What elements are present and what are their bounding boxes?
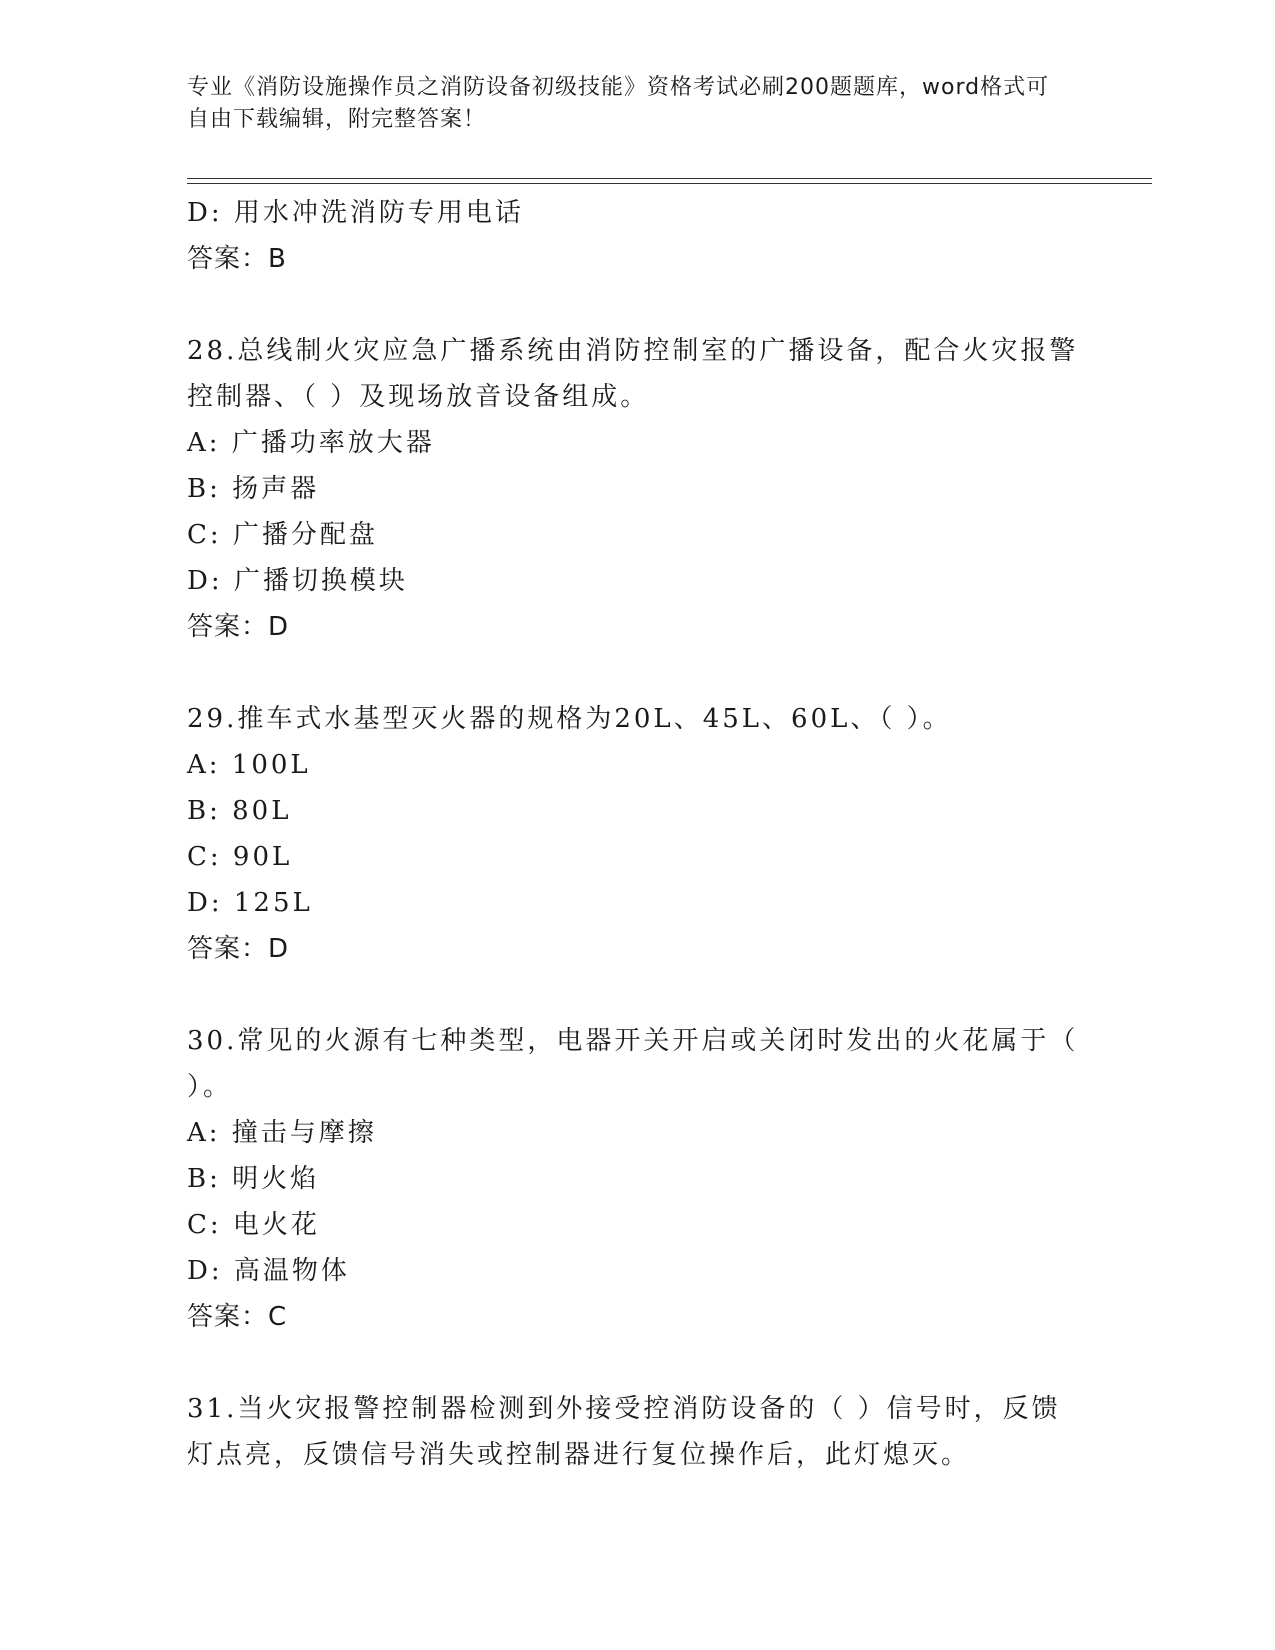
question-stem: 30.常见的火源有七种类型，电器开关开启或关闭时发出的火花属于（ ）。 [187,1026,1079,1102]
option-c: C: 广播分配盘 [187,520,378,550]
question-stem: 31.当火灾报警控制器检测到外接受控消防设备的（ ）信号时，反馈灯点亮，反馈信号消失或控制器进行复位操作后，此灯熄灭。 [187,1394,1061,1470]
page-header: 专业《消防设施操作员之消防设备初级技能》资格考试必刷200题题库，word格式可自由下载编辑，附完整答案！ [187,75,1050,132]
question-28 [187,328,1087,650]
answer: 答案：C [187,1302,288,1332]
answer: 答案：D [187,612,290,642]
option-a: A: 100L [187,750,311,780]
option-a: A: 撞击与摩擦 [187,1118,377,1148]
option-d: D: 高温物体 [187,1256,350,1286]
question-30 [187,1018,1087,1340]
option-b: B: 扬声器 [187,474,320,504]
question-31 [187,1386,1087,1478]
option-d: D: 广播切换模块 [187,566,408,596]
option-a: A: 广播功率放大器 [187,428,435,458]
question-29 [187,696,1087,972]
answer: 答案：B [187,244,287,274]
question-content [187,190,1087,1478]
option-c: C: 电火花 [187,1210,320,1240]
option-d: D: 用水冲洗消防专用电话 [187,198,524,228]
option-d: D: 125L [187,888,313,918]
option-b: B: 80L [187,796,292,826]
option-c: C: 90L [187,842,293,872]
option-b: B: 明火焰 [187,1164,320,1194]
header-rule-top [187,178,1152,179]
question-stem: 28.总线制火灾应急广播系统由消防控制室的广播设备，配合火灾报警控制器、（ ）及现场放音设备组成。 [187,336,1079,412]
question-stem: 29.推车式水基型灭火器的规格为20L、45L、60L、（ ）。 [187,704,952,734]
answer: 答案：D [187,934,290,964]
header-rule-bottom [187,183,1152,184]
